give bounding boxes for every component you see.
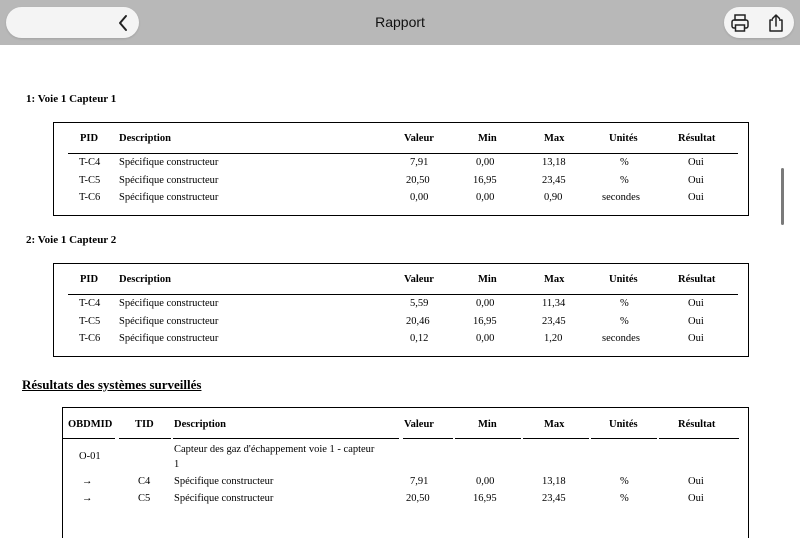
cell-max: 23,45 xyxy=(542,316,566,327)
cell-unites: % xyxy=(620,298,629,309)
share-button[interactable] xyxy=(765,12,787,34)
header-obdmid: OBDMID xyxy=(68,419,113,430)
header-description: Description xyxy=(119,133,171,144)
header-pid: PID xyxy=(80,133,99,144)
cell-max: 11,34 xyxy=(542,298,566,309)
header-pid: PID xyxy=(80,274,99,285)
header-description: Description xyxy=(174,419,226,430)
cell-max: 13,18 xyxy=(542,157,566,168)
cell-tid: C5 xyxy=(138,493,151,504)
cell-description: Spécifique constructeur xyxy=(174,476,274,487)
header-min: Min xyxy=(478,419,497,430)
header-max: Max xyxy=(544,419,565,430)
header-resultat: Résultat xyxy=(678,419,716,430)
cell-resultat: Oui xyxy=(688,333,704,344)
cell-max: 1,20 xyxy=(544,333,563,344)
vertical-scrollbar[interactable] xyxy=(781,168,784,225)
printer-icon xyxy=(729,12,751,34)
header-unites: Unités xyxy=(609,274,638,285)
cell-min: 16,95 xyxy=(473,493,497,504)
cell-obdmid: O-01 xyxy=(79,451,101,462)
header-divider xyxy=(523,438,589,439)
header-valeur: Valeur xyxy=(404,133,434,144)
cell-valeur: 0,00 xyxy=(410,192,429,203)
share-icon xyxy=(765,12,787,34)
cell-min: 0,00 xyxy=(476,333,495,344)
cell-resultat: Oui xyxy=(688,157,704,168)
header-unites: Unités xyxy=(609,133,638,144)
cell-valeur: 20,50 xyxy=(406,493,430,504)
cell-pid: T-C6 xyxy=(79,333,101,344)
arrow-right-icon: → xyxy=(82,493,93,504)
cell-min: 16,95 xyxy=(473,316,497,327)
header-max: Max xyxy=(544,133,565,144)
cell-unites: % xyxy=(620,493,629,504)
cell-unites: % xyxy=(620,316,629,327)
section-title: 1: Voie 1 Capteur 1 xyxy=(26,93,117,105)
header-valeur: Valeur xyxy=(404,274,434,285)
cell-resultat: Oui xyxy=(688,476,704,487)
header-divider xyxy=(68,153,738,154)
header-description: Description xyxy=(119,274,171,285)
cell-valeur: 7,91 xyxy=(410,476,429,487)
cell-description: Spécifique constructeur xyxy=(119,175,219,186)
cell-description: Spécifique constructeur xyxy=(119,157,219,168)
cell-valeur: 5,59 xyxy=(410,298,429,309)
cell-unites: % xyxy=(620,175,629,186)
cell-resultat: Oui xyxy=(688,175,704,186)
cell-valeur: 0,12 xyxy=(410,333,429,344)
cell-pid: T-C4 xyxy=(79,157,101,168)
actions-group xyxy=(724,7,794,38)
cell-description: Spécifique constructeur xyxy=(119,333,219,344)
cell-resultat: Oui xyxy=(688,192,704,203)
cell-valeur: 7,91 xyxy=(410,157,429,168)
cell-min: 0,00 xyxy=(476,157,495,168)
header-divider xyxy=(119,438,171,439)
pid-table xyxy=(53,122,749,216)
cell-tid: C4 xyxy=(138,476,151,487)
header-min: Min xyxy=(478,274,497,285)
cell-pid: T-C4 xyxy=(79,298,101,309)
page-title: Rapport xyxy=(375,14,425,30)
cell-description: Spécifique constructeur xyxy=(119,298,219,309)
header-resultat: Résultat xyxy=(678,274,716,285)
cell-resultat: Oui xyxy=(688,298,704,309)
cell-resultat: Oui xyxy=(688,316,704,327)
header-divider xyxy=(68,294,738,295)
cell-min: 0,00 xyxy=(476,298,495,309)
header-divider xyxy=(63,438,115,439)
monitored-table xyxy=(62,407,749,538)
arrow-right-icon: → xyxy=(82,476,93,487)
cell-description: Spécifique constructeur xyxy=(119,192,219,203)
header-divider xyxy=(455,438,521,439)
header-valeur: Valeur xyxy=(404,419,434,430)
cell-valeur: 20,46 xyxy=(406,316,430,327)
print-button[interactable] xyxy=(729,12,751,34)
cell-description: 1 xyxy=(174,459,180,470)
cell-max: 23,45 xyxy=(542,175,566,186)
cell-unites: % xyxy=(620,157,629,168)
header-resultat: Résultat xyxy=(678,133,716,144)
navigation-bar xyxy=(0,0,800,45)
cell-pid: T-C5 xyxy=(79,316,101,327)
cell-max: 23,45 xyxy=(542,493,566,504)
cell-min: 16,95 xyxy=(473,175,497,186)
header-divider xyxy=(403,438,453,439)
header-divider xyxy=(659,438,739,439)
section-title: 2: Voie 1 Capteur 2 xyxy=(26,234,117,246)
cell-unites: secondes xyxy=(602,192,640,203)
cell-valeur: 20,50 xyxy=(406,175,430,186)
cell-unites: secondes xyxy=(602,333,640,344)
cell-max: 0,90 xyxy=(544,192,563,203)
cell-pid: T-C6 xyxy=(79,192,101,203)
monitored-systems-title: Résultats des systèmes surveillés xyxy=(22,377,202,392)
header-min: Min xyxy=(478,133,497,144)
cell-description: Spécifique constructeur xyxy=(119,316,219,327)
header-divider xyxy=(173,438,399,439)
cell-description: Spécifique constructeur xyxy=(174,493,274,504)
cell-min: 0,00 xyxy=(476,192,495,203)
header-unites: Unités xyxy=(609,419,638,430)
pid-table xyxy=(53,263,749,357)
report-document xyxy=(0,45,800,525)
header-tid: TID xyxy=(135,419,154,430)
header-divider xyxy=(591,438,657,439)
cell-min: 0,00 xyxy=(476,476,495,487)
cell-max: 13,18 xyxy=(542,476,566,487)
cell-pid: T-C5 xyxy=(79,175,101,186)
header-max: Max xyxy=(544,274,565,285)
cell-resultat: Oui xyxy=(688,493,704,504)
cell-unites: % xyxy=(620,476,629,487)
cell-description: Capteur des gaz d'échappement voie 1 - capteur xyxy=(174,444,375,455)
